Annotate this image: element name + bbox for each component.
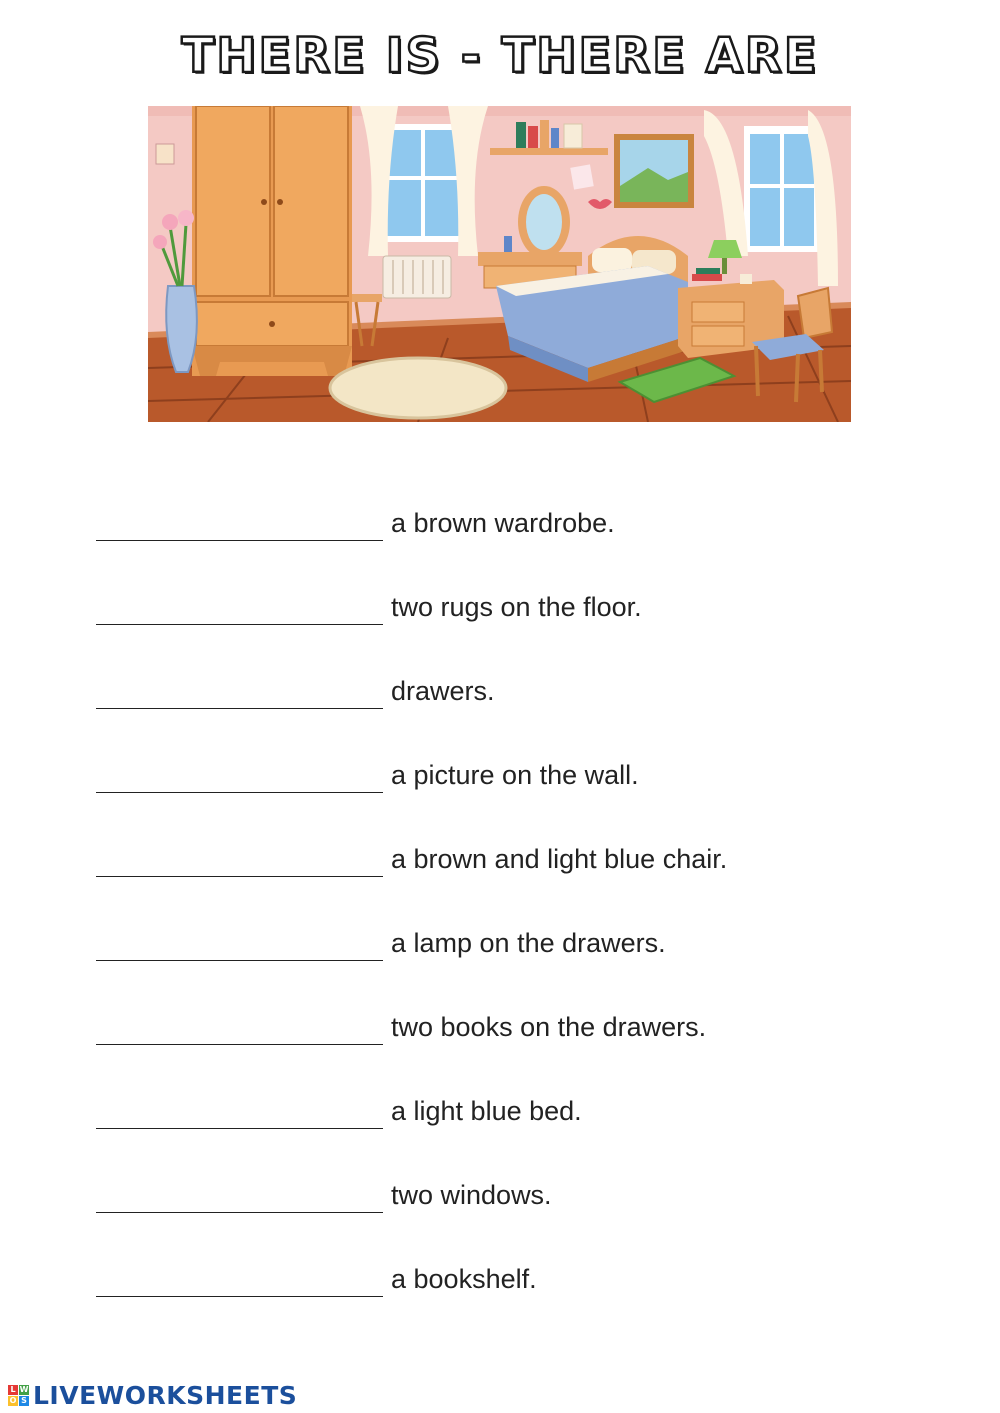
sentence-text: a lamp on the drawers. (391, 928, 666, 958)
sentence-text: a brown and light blue chair. (391, 844, 728, 874)
logo-cell: O (9, 1395, 17, 1405)
sentence-text: a bookshelf. (391, 1264, 537, 1294)
sentence-text: a brown wardrobe. (391, 508, 615, 538)
exercise-row (96, 505, 956, 589)
exercise-row (96, 1261, 956, 1345)
wall-picture (614, 134, 694, 208)
exercise-row (96, 841, 956, 925)
round-rug (330, 358, 506, 418)
answer-blank[interactable] (96, 1009, 383, 1045)
sentence-text: a light blue bed. (391, 1096, 582, 1126)
answer-blank[interactable] (96, 505, 383, 541)
exercise-row (96, 757, 956, 841)
exercise-row (96, 1009, 956, 1093)
exercise-row (96, 925, 956, 1009)
liveworksheets-logo-icon (8, 1385, 29, 1406)
answer-blank[interactable] (96, 841, 383, 877)
logo-cell: W (19, 1384, 29, 1394)
brand-name: LIVEWORKSHEETS (33, 1380, 298, 1410)
answer-blank[interactable] (96, 1261, 383, 1297)
wardrobe (192, 106, 352, 376)
sentence-text: two rugs on the floor. (391, 592, 642, 622)
exercise-row (96, 1093, 956, 1177)
footer-brand[interactable] (8, 1380, 297, 1410)
sentence-text: two windows. (391, 1180, 552, 1210)
answer-blank[interactable] (96, 1093, 383, 1129)
answer-blank[interactable] (96, 1177, 383, 1213)
answer-blank[interactable] (96, 589, 383, 625)
exercise-row (96, 1177, 956, 1261)
exercise-row (96, 589, 956, 673)
sentence-text: drawers. (391, 676, 495, 706)
worksheet-title: THERE IS - THERE ARE (181, 28, 819, 84)
exercise-row (96, 673, 956, 757)
radiator (383, 256, 451, 298)
answer-blank[interactable] (96, 925, 383, 961)
logo-cell: S (19, 1396, 29, 1406)
answer-blank[interactable] (96, 757, 383, 793)
left-window (360, 106, 488, 256)
answer-blank[interactable] (96, 673, 383, 709)
exercise-list (96, 505, 956, 1345)
logo-cell: L (8, 1385, 18, 1395)
bedroom-illustration (148, 106, 851, 422)
sentence-text: two books on the drawers. (391, 1012, 707, 1042)
sentence-text: a picture on the wall. (391, 760, 639, 790)
